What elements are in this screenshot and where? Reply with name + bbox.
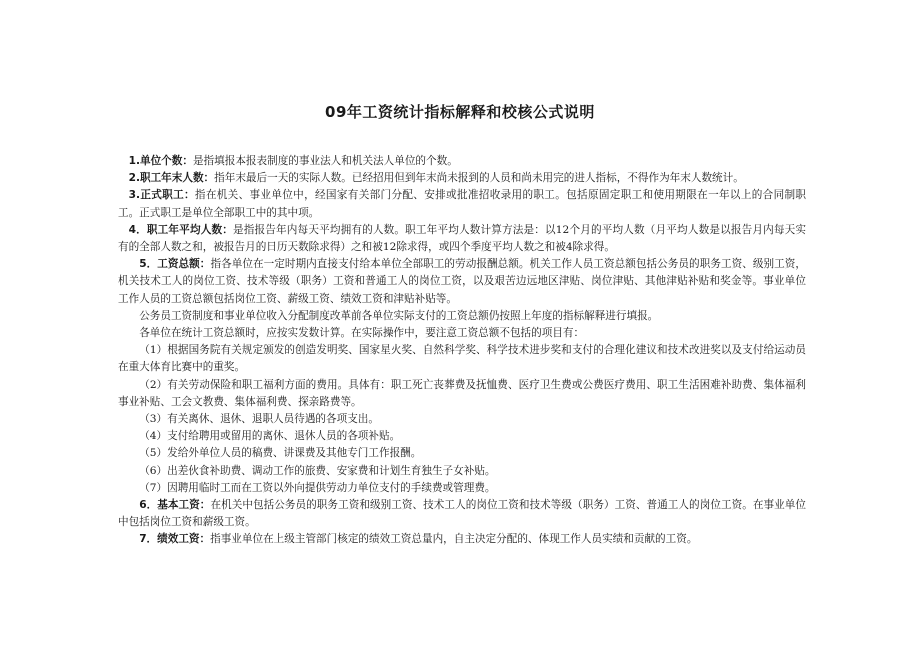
exclusion-item: （4）支付给聘用或留用的离休、退休人员的各项补贴。 — [139, 430, 401, 443]
item-text: 指各单位在一定时期内直接支付给本单位全部职工的劳动报酬总额。机关工作人员工资总额包括公务员的职务工资、级别工资，机关技术工人的岗位工资、技术等级（职务）工资和普通工人的岗位工资，以及艰苦边远地区津贴、岗位津贴、其他津贴补贴和奖金等。事业单位工作人员的工资总额包括岗位工资、薪级工资、绩效工资和津贴补贴等。 — [118, 258, 807, 305]
page-title: 09年工资统计指标解释和校核公式说明 — [325, 103, 595, 121]
exclusion-item: （2）有关劳动保险和职工福利方面的费用。具体有：职工死亡丧葬费及抚恤费、医疗卫生费或公费医疗费用、职工生活困难补助费、集体福利事业补贴、工会文教费、集体福利费、探亲路费等。 — [118, 378, 806, 408]
item-basic-wage — [118, 497, 806, 531]
item-term: 单位个数： — [140, 155, 193, 167]
item-number: 1. — [128, 155, 140, 167]
item-total-wages — [118, 256, 806, 308]
item-performance-wage — [118, 531, 806, 548]
item-text: 指年末最后一天的实际人数。已经招用但到年末尚未报到的人员和尚未用完的进人指标，不得作为年末人数统计。 — [214, 172, 744, 185]
exclusion-item: （1）根据国务院有关规定颁发的创造发明奖、国家星火奖、自然科学奖、科学技术进步奖和支付的合理化建议和技术改进奖以及支付给运动员在重大体育比赛中的重奖。 — [118, 344, 806, 374]
item-number: 4． — [128, 223, 147, 236]
item-text: 在机关中包括公务员的职务工资和级别工资、技术工人的岗位工资和技术等级（职务）工资、普通工人的岗位工资。在事业单位中包括岗位工资和薪级工资。 — [118, 499, 807, 529]
item-number: 5． — [139, 258, 158, 271]
item-regular-staff — [118, 187, 806, 221]
paragraph: 公务员工资制度和事业单位收入分配制度改革前各单位实际支付的工资总额仍按照上年度的指标解释进行填报。 — [139, 309, 659, 322]
item-text: 是指报告年内每天平均拥有的人数。职工年平均人数计算方法是：以12个月的平均人数（月平均人数是以报告月内每天实有的全部人数之和，被报告月的日历天数除求得）之和被12除求得，或四个季度平均人数之和被4除求得。 — [118, 223, 807, 254]
item-text: 指事业单位在上级主管部门核定的绩效工资总量内，自主决定分配的、体现工作人员实绩和贡献的工资。 — [210, 533, 698, 546]
exclusion-item: （5）发给外单位人员的稿费、讲课费及其他专门工作报酬。 — [139, 447, 422, 460]
document-body — [118, 153, 806, 549]
item-term: 工资总额： — [157, 258, 211, 271]
exclusion-item: （6）出差伙食补助费、调动工作的旅费、安家费和计划生育独生子女补贴。 — [139, 464, 496, 477]
item-term: 职工年平均人数： — [146, 223, 233, 236]
item-number: 2. — [128, 172, 140, 185]
item-average-headcount — [118, 222, 806, 256]
item-number: 7． — [139, 533, 158, 546]
item-term: 正式职工： — [140, 189, 195, 202]
item-number: 6． — [139, 499, 158, 512]
item-text: 指在机关、事业单位中，经国家有关部门分配、安排或批准招收录用的职工。包括原固定职工和使用期限在一年以上的合同制职工。正式职工是单位全部职工中的其中项。 — [118, 189, 807, 219]
item-term: 基本工资： — [157, 499, 211, 512]
item-number: 3. — [128, 189, 140, 202]
item-year-end-headcount — [118, 170, 806, 187]
item-term: 绩效工资： — [157, 533, 211, 546]
exclusion-item: （3）有关离休、退休、退职人员待遇的各项支出。 — [139, 413, 379, 426]
item-text: 是指填报本报表制度的事业法人和机关法人单位的个数。 — [192, 155, 458, 167]
item-unit-count — [118, 153, 806, 170]
paragraph: 各单位在统计工资总额时，应按实发数计算。在实际操作中，要注意工资总额不包括的项目有： — [139, 327, 585, 340]
exclusion-item: （7）因聘用临时工而在工资以外向提供劳动力单位支付的手续费或管理费。 — [139, 481, 496, 494]
item-term: 职工年末人数： — [140, 172, 215, 185]
